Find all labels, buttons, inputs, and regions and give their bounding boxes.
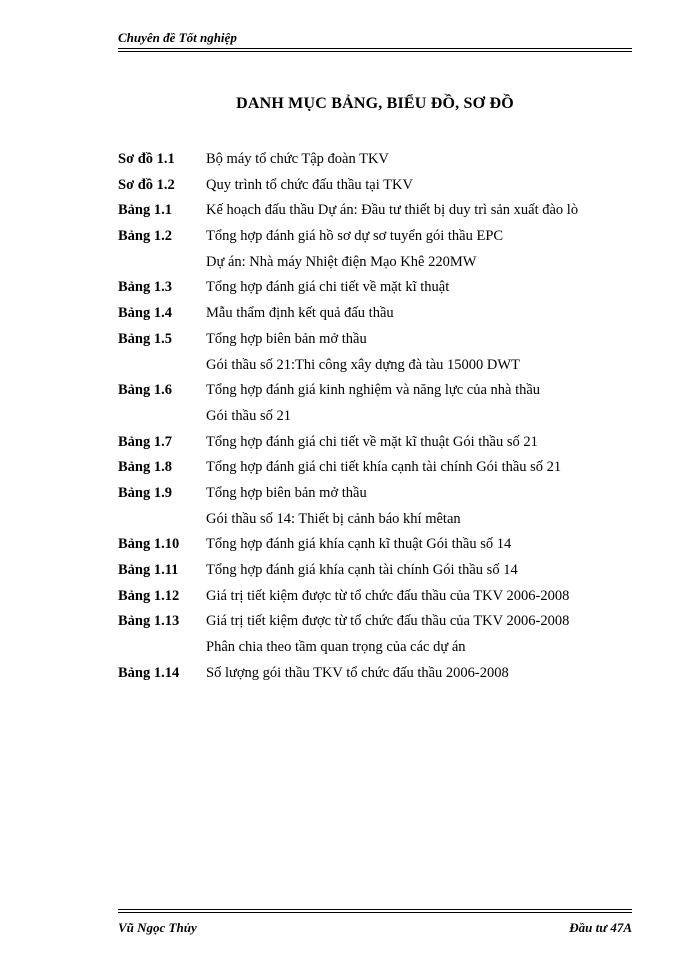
list-item (118, 407, 638, 433)
entry-label: Sơ đồ 1.1 (118, 151, 175, 167)
list-item (118, 201, 638, 227)
entry-label: Bảng 1.11 (118, 562, 179, 578)
list-item (118, 304, 638, 330)
entry-label: Bảng 1.1 (118, 202, 172, 219)
entry-label: Bảng 1.6 (118, 382, 172, 399)
entry-text: Quy trình tổ chức đấu thầu tại TKV (206, 176, 413, 193)
list-item (118, 356, 638, 382)
entry-label: Bảng 1.2 (118, 228, 172, 245)
list-item (118, 330, 638, 356)
entry-label: Bảng 1.12 (118, 587, 180, 604)
entry-text: Tổng hợp đánh giá hồ sơ dự sơ tuyển gói thầu EPC (206, 228, 504, 245)
entry-label: Bảng 1.14 (118, 664, 180, 681)
entry-text: Tổng hợp biên bản mở thầu (206, 330, 367, 347)
list-item (118, 176, 638, 202)
list-item (118, 458, 638, 484)
footer-divider (118, 909, 632, 913)
list-item (118, 227, 638, 253)
entry-text: Tổng hợp đánh giá khía cạnh tài chính Gói thầu số 14 (206, 562, 518, 578)
entry-text: Tổng hợp đánh giá khía cạnh kĩ thuật Gói thầu số 14 (206, 536, 512, 553)
entry-text: Kế hoạch đấu thầu Dự án: Đầu tư thiết bị duy trì sản xuất đào lò (206, 202, 579, 219)
entry-text: Mẫu thẩm định kết quả đấu thầu (206, 305, 394, 322)
entry-label: Bảng 1.10 (118, 536, 180, 553)
table-of-figures (118, 150, 638, 689)
list-item (118, 561, 638, 587)
entry-text: Phân chia theo tầm quan trọng của các dự án (206, 639, 466, 656)
list-item (118, 381, 638, 407)
entry-label: Sơ đồ 1.2 (118, 176, 175, 193)
header-divider (118, 48, 632, 52)
entry-label: Bảng 1.13 (118, 613, 180, 630)
entry-text: Giá trị tiết kiệm được từ tổ chức đấu thầu của TKV 2006-2008 (206, 613, 570, 630)
footer-class: Đầu tư 47A (569, 920, 632, 935)
entry-text: Dự án: Nhà máy Nhiệt điện Mạo Khê 220MW (206, 253, 477, 270)
entry-text: Gói thầu số 21 (206, 407, 291, 424)
entry-text: Tổng hợp biên bản mở thầu (206, 484, 367, 501)
list-item (118, 278, 638, 304)
list-item (118, 587, 638, 613)
entry-text: Gói thầu số 21:Thi công xây dựng đà tàu 15000 DWT (206, 356, 520, 373)
entry-label: Bảng 1.5 (118, 330, 172, 347)
entry-text: Tổng hợp đánh giá chi tiết khía cạnh tài chính Gói thầu số 21 (206, 459, 562, 476)
entry-label: Bảng 1.7 (118, 433, 172, 450)
list-item (118, 510, 638, 536)
list-item (118, 253, 638, 279)
entry-text: Tổng hợp đánh giá kinh nghiệm và năng lực của nhà thầu (206, 382, 541, 399)
footer-author: Vũ Ngọc Thủy (118, 920, 197, 935)
entry-text: Tổng hợp đánh giá chi tiết về mặt kĩ thuật Gói thầu số 21 (206, 433, 538, 450)
entry-label: Bảng 1.8 (118, 459, 172, 476)
entry-label: Bảng 1.4 (118, 305, 172, 322)
list-item (118, 484, 638, 510)
list-item (118, 612, 638, 638)
entry-text: Giá trị tiết kiệm được từ tổ chức đấu thầu của TKV 2006-2008 (206, 587, 570, 604)
list-item (118, 150, 638, 176)
entry-text: Bộ máy tổ chức Tập đoàn TKV (206, 151, 389, 167)
entry-text: Số lượng gói thầu TKV tổ chức đấu thầu 2006-2008 (206, 664, 509, 681)
list-item (118, 664, 638, 690)
page-header: Chuyên đề Tốt nghiệp (118, 30, 237, 45)
page-title: DANH MỤC BẢNG, BIỂU ĐỒ, SƠ ĐỒ (236, 95, 514, 112)
entry-label: Bảng 1.3 (118, 279, 172, 296)
entry-text: Gói thầu số 14: Thiết bị cảnh báo khí mêtan (206, 510, 461, 527)
list-item (118, 433, 638, 459)
entry-label: Bảng 1.9 (118, 484, 172, 501)
list-item (118, 535, 638, 561)
list-item (118, 638, 638, 664)
entry-text: Tổng hợp đánh giá chi tiết về mặt kĩ thuật (206, 279, 450, 296)
